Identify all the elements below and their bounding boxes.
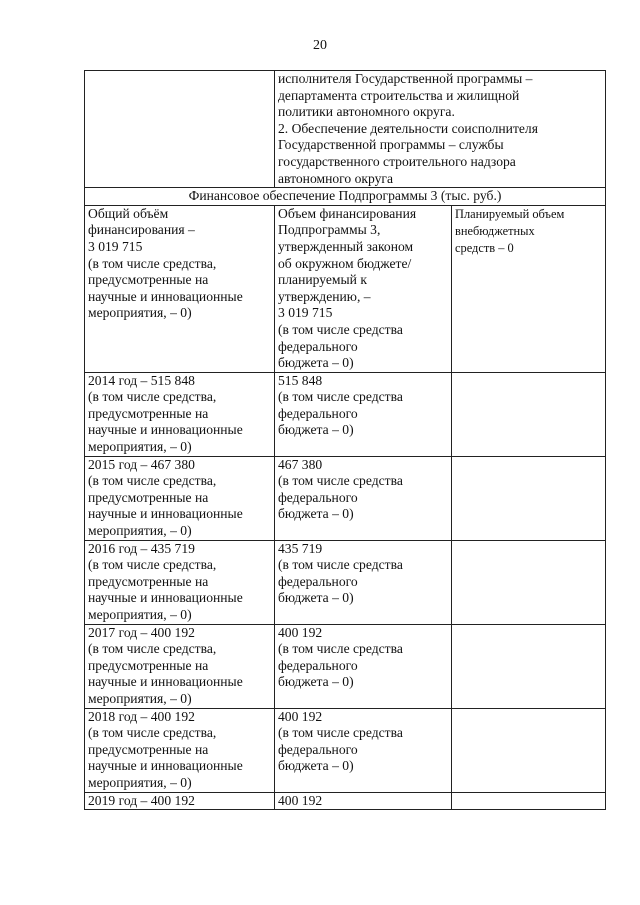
- continuation-line: политики автономного округа.: [278, 104, 455, 120]
- page-number: 20: [313, 38, 327, 53]
- table-row: [85, 792, 606, 810]
- year-total-cell: 2014 год – 515 848 (в том числе средства, предусмотренные на научные и инновационные мероприятия, – 0): [85, 372, 275, 456]
- extrabudgetary-cell: Планируемый объем внебюджетных средств – 0: [452, 205, 606, 372]
- year-extra-cell: [452, 792, 606, 810]
- year-total-cell: 2016 год – 435 719 (в том числе средства, предусмотренные на научные и инновационные мероприятия, – 0): [85, 540, 275, 624]
- table-row: [85, 624, 606, 708]
- continuation-line: 2. Обеспечение деятельности соисполнителя: [278, 120, 538, 136]
- year-total-cell: 2018 год – 400 192 (в том числе средства, предусмотренные на научные и инновационные мероприятия, – 0): [85, 708, 275, 792]
- table-header-row: [85, 205, 606, 372]
- continuation-line: государственного строительного надзора: [278, 153, 516, 169]
- year-total-cell: 2015 год – 467 380 (в том числе средства, предусмотренные на научные и инновационные мероприятия, – 0): [85, 456, 275, 540]
- continuation-empty-cell: [85, 71, 275, 188]
- continuation-row: [85, 71, 606, 188]
- year-budget-cell: 515 848 (в том числе средства федерального бюджета – 0): [275, 372, 452, 456]
- continuation-line: автономного округа: [278, 170, 394, 186]
- year-budget-cell: 435 719 (в том числе средства федерального бюджета – 0): [275, 540, 452, 624]
- continuation-line: Государственной программы – службы: [278, 137, 504, 153]
- year-budget-cell: 400 192: [275, 792, 452, 810]
- continuation-line: департамента строительства и жилищной: [278, 87, 520, 103]
- total-financing-cell: Общий объём финансирования – 3 019 715 (в том числе средства, предусмотренные на научные и инновационные мероприятия, – 0): [85, 205, 275, 372]
- year-budget-cell: 467 380 (в том числе средства федерального бюджета – 0): [275, 456, 452, 540]
- budget-financing-cell: Объем финансирования Подпрограммы 3, утвержденный законом об окружном бюджете/ планируемый к утверждению, – 3 019 715 (в том числе средства федерального бюджета – 0): [275, 205, 452, 372]
- financing-table: [84, 70, 606, 810]
- year-extra-cell: [452, 456, 606, 540]
- table-row: [85, 372, 606, 456]
- year-extra-cell: [452, 624, 606, 708]
- table-row: [85, 456, 606, 540]
- continuation-line: исполнителя Государственной программы –: [278, 71, 533, 86]
- year-total-cell: 2019 год – 400 192: [85, 792, 275, 810]
- year-total-cell: 2017 год – 400 192 (в том числе средства, предусмотренные на научные и инновационные мероприятия, – 0): [85, 624, 275, 708]
- year-extra-cell: [452, 708, 606, 792]
- year-budget-cell: 400 192 (в том числе средства федерального бюджета – 0): [275, 708, 452, 792]
- section-title: Финансовое обеспечение Подпрограммы 3 (тыс. руб.): [85, 188, 606, 206]
- year-budget-cell: 400 192 (в том числе средства федерального бюджета – 0): [275, 624, 452, 708]
- section-title-row: [85, 188, 606, 206]
- year-extra-cell: [452, 540, 606, 624]
- year-extra-cell: [452, 372, 606, 456]
- continuation-cell: [275, 71, 606, 188]
- table-row: [85, 708, 606, 792]
- table-row: [85, 540, 606, 624]
